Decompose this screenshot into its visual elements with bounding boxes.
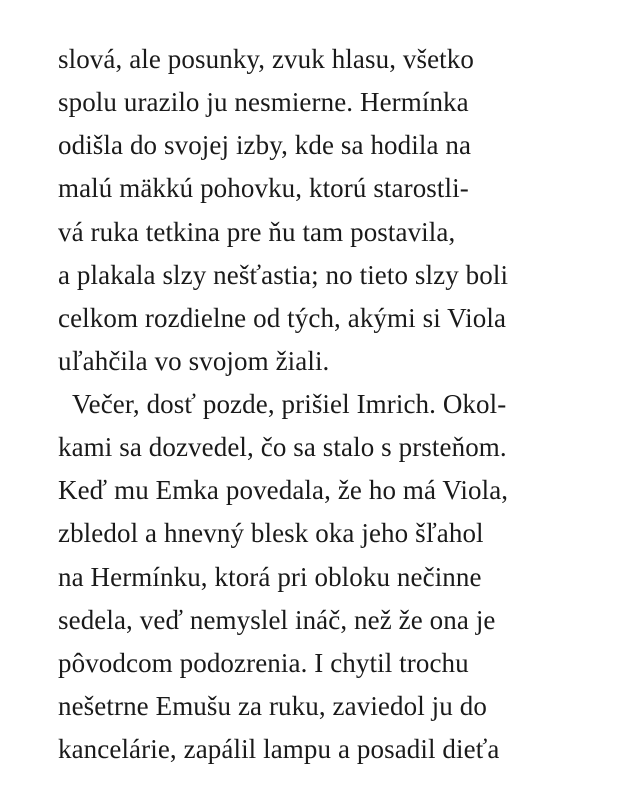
text-line: odišla do svojej izby, kde sa hodila na [58, 130, 472, 160]
text-line: celkom rozdielne od tých, akými si Viola [58, 303, 507, 333]
text-line: zbledol a hnevný blesk oka jeho šľahol [58, 518, 484, 548]
text-line: sedela, veď nemyslel ináč, než že ona je [58, 605, 496, 635]
text-line: vá ruka tetkina pre ňu tam postavila, [58, 217, 456, 247]
text-line: malú mäkkú pohovku, ktorú starostli- [58, 173, 469, 203]
text-line: na Hermínku, ktorá pri obloku nečinne [58, 562, 482, 592]
text-line: a plakala slzy nešťastia; no tieto slzy boli [58, 260, 509, 290]
paragraph-start-line: Večer, dosť pozde, prišiel Imrich. Okol- [72, 389, 507, 419]
text-line: slová, ale posunky, zvuk hlasu, všetko [58, 44, 474, 74]
text-line: pôvodcom podozrenia. I chytil trochu [58, 648, 469, 678]
text-line: Keď mu Emka povedala, že ho má Viola, [58, 475, 509, 505]
text-line: spolu urazilo ju nesmierne. Hermínka [58, 87, 469, 117]
text-line: nešetrne Emušu za ruku, zaviedol ju do [58, 691, 487, 721]
text-line: kancelárie, zapálil lampu a posadil dieťa [58, 734, 500, 764]
text-line: kami sa dozvedel, čo sa stalo s prsteňom. [58, 432, 507, 462]
text-line: uľahčila vo svojom žiali. [58, 346, 330, 376]
